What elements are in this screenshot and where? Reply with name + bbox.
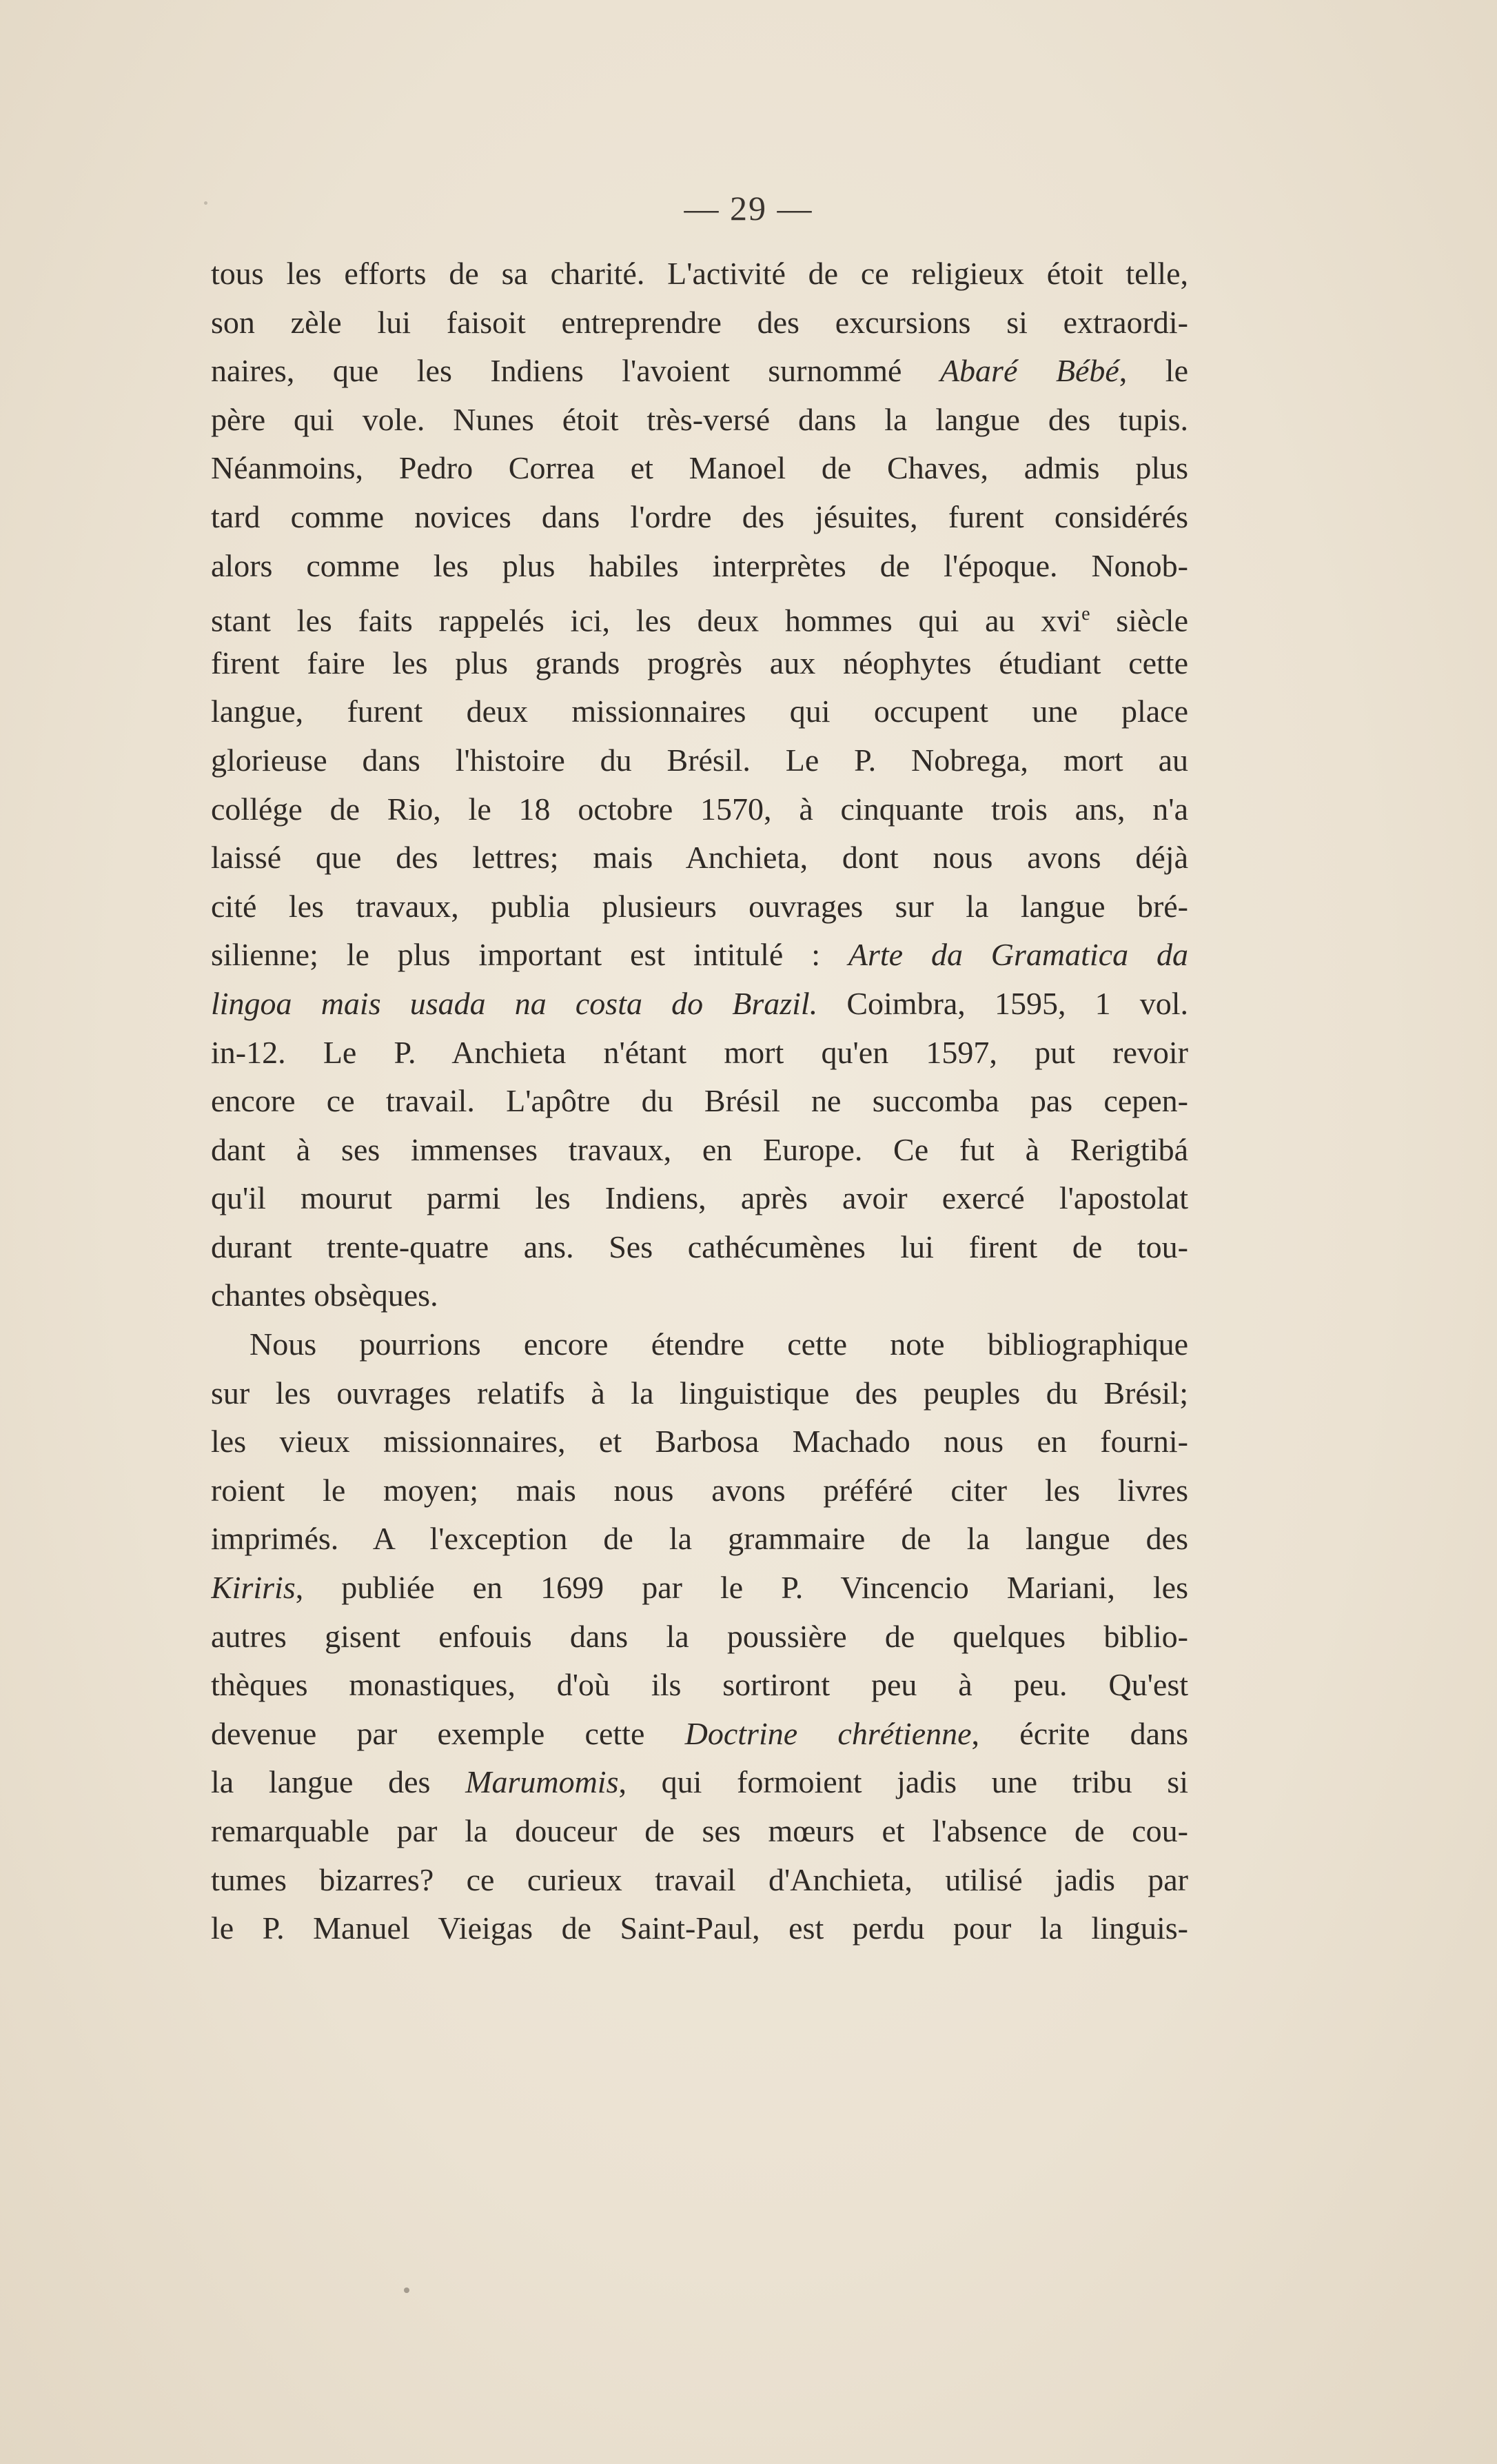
- page-number: — 29 —: [684, 189, 813, 228]
- italic-term: Kiriris: [211, 1570, 296, 1606]
- superscript: e: [1081, 603, 1090, 625]
- text-line: firent faire les plus grands progrès aux néophytes étudiant cette: [211, 645, 1188, 680]
- text-line: qu'il mourut parmi les Indiens, après avoir exercé l'apostolat: [211, 1180, 1188, 1216]
- text-line: thèques monastiques, d'où ils sortiront peu à peu. Qu'est: [211, 1667, 1188, 1703]
- text-line: langue, furent deux missionnaires qui occupent une place: [211, 694, 1188, 729]
- text-line: tous les efforts de sa charité. L'activité de ce religieux étoit telle,: [211, 256, 1188, 291]
- text-line: laissé que des lettres; mais Anchieta, dont nous avons déjà: [211, 840, 1188, 876]
- paragraph-1: [211, 250, 1188, 1320]
- text-line: alors comme les plus habiles interprètes de l'époque. Nonob-: [211, 547, 1188, 583]
- text-line: in-12. Le P. Anchieta n'étant mort qu'en 1597, put revoir: [211, 1034, 1188, 1070]
- text-line: Kiriris, publiée en 1699 par le P. Vincencio Mariani, les: [211, 1570, 1188, 1606]
- text-line: imprimés. A l'exception de la grammaire de la langue des: [211, 1521, 1188, 1557]
- text-line: lingoa mais usada na costa do Brazil. Coimbra, 1595, 1 vol.: [211, 985, 1188, 1021]
- text-line: Nous pourrions encore étendre cette note bibliographique: [250, 1326, 1188, 1362]
- text-line: devenue par exemple cette Doctrine chrétienne, écrite dans: [211, 1715, 1188, 1751]
- text-line: durant trente-quatre ans. Ses cathécumènes lui firent de tou-: [211, 1229, 1188, 1264]
- text-line: collége de Rio, le 18 octobre 1570, à cinquante trois ans, n'a: [211, 791, 1188, 827]
- text-line: les vieux missionnaires, et Barbosa Machado nous en fourni-: [211, 1424, 1188, 1460]
- text-line: cité les travaux, publia plusieurs ouvrages sur la langue bré-: [211, 888, 1188, 924]
- text-line: chantes obsèques.: [211, 1278, 438, 1313]
- italic-term: Abaré Bébé: [939, 353, 1119, 389]
- italic-title: Arte da Gramatica da: [848, 937, 1188, 973]
- paper-speck: [204, 201, 207, 205]
- text-line: roient le moyen; mais nous avons préféré citer les livres: [211, 1472, 1188, 1508]
- text-line: remarquable par la douceur de ses mœurs et l'absence de cou-: [211, 1813, 1188, 1848]
- text-line: tard comme novices dans l'ordre des jésuites, furent considérés: [211, 498, 1188, 534]
- text-line: sur les ouvrages relatifs à la linguistique des peuples du Brésil;: [211, 1375, 1188, 1411]
- text-line: encore ce travail. L'apôtre du Brésil ne succomba pas cepen-: [211, 1083, 1188, 1119]
- italic-title: lingoa mais usada na costa do Brazil.: [211, 985, 818, 1021]
- paragraph-2: [211, 1320, 1188, 1953]
- paper-speck: [404, 2288, 409, 2293]
- text-line: père qui vole. Nunes étoit très-versé dans la langue des tupis.: [211, 401, 1188, 437]
- body-text: [211, 250, 1188, 1953]
- text-line: glorieuse dans l'histoire du Brésil. Le P. Nobrega, mort au: [211, 742, 1188, 778]
- text-line: Néanmoins, Pedro Correa et Manoel de Chaves, admis plus: [211, 450, 1188, 486]
- text-line: silienne; le plus important est intitulé : Arte da Gramatica da: [211, 937, 1188, 973]
- italic-title: Doctrine chrétienne: [684, 1715, 972, 1751]
- text-line: la langue des Marumomis, qui formoient jadis une tribu si: [211, 1764, 1188, 1800]
- text-line: tumes bizarres? ce curieux travail d'Anchieta, utilisé jadis par: [211, 1861, 1188, 1897]
- text-line: autres gisent enfouis dans la poussière de quelques biblio-: [211, 1618, 1188, 1654]
- text-line: naires, que les Indiens l'avoient surnommé Abaré Bébé, le: [211, 353, 1188, 389]
- text-line: stant les faits rappelés ici, les deux hommes qui au xvi$^e$ siècle: [211, 603, 1188, 638]
- text-line: le P. Manuel Vieigas de Saint-Paul, est perdu pour la linguis-: [211, 1910, 1188, 1946]
- text-line: dant à ses immenses travaux, en Europe. Ce fut à Rerigtibá: [211, 1131, 1188, 1167]
- italic-term: Marumomis: [465, 1764, 619, 1800]
- text-line: son zèle lui faisoit entreprendre des excursions si extraordi-: [211, 304, 1188, 340]
